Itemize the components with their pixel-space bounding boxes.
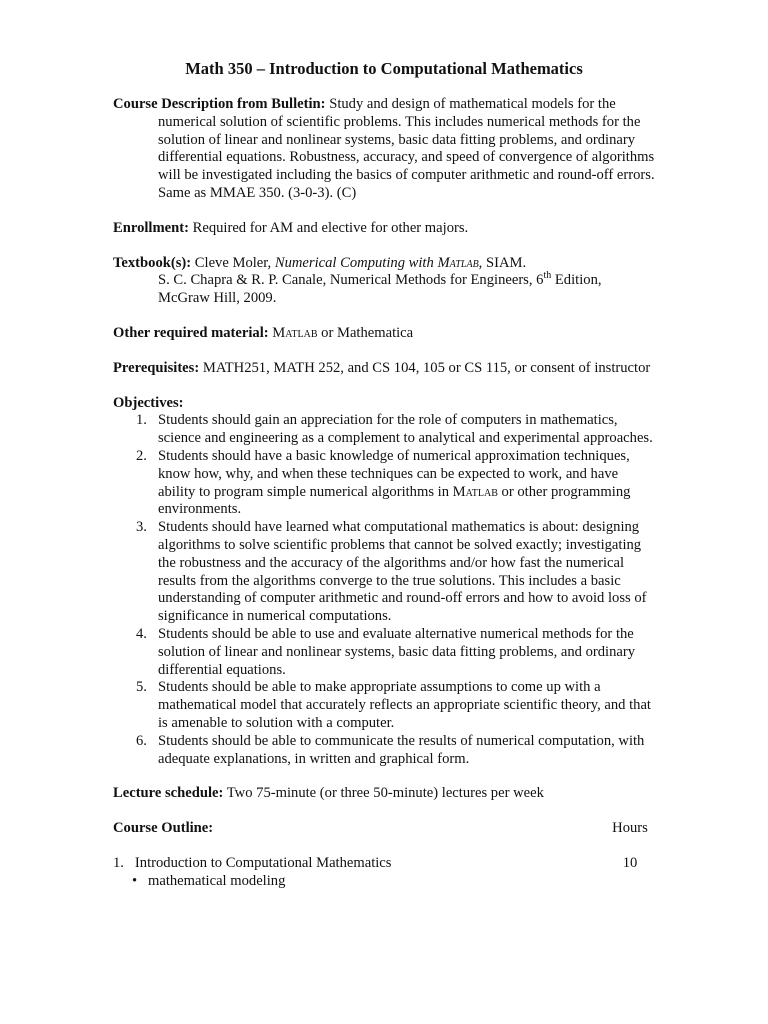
document-body xyxy=(113,96,658,890)
other-material xyxy=(113,325,658,343)
textbook-2-line2: McGraw Hill, 2009. xyxy=(158,290,277,307)
textbook-1-author: Cleve Moler, xyxy=(194,254,272,271)
course-outline-header xyxy=(113,820,658,838)
textbooks xyxy=(113,255,658,308)
prerequisites-label: Prerequisites: xyxy=(113,359,200,376)
lecture-schedule xyxy=(113,785,658,803)
outline-item-bullets xyxy=(113,873,658,891)
page-title: Math 350 – Introduction to Computational Mathematics xyxy=(185,59,583,78)
objective-item: 5. Students should be able to make appropriate assumptions to come up with a mathematical model that accurately reflects an appropriate scientific theory, and that is amenable to solution with a computer. xyxy=(136,679,651,731)
textbook-2-edition: Edition, xyxy=(554,272,602,289)
enrollment-label: Enrollment: xyxy=(113,219,189,236)
bullet-icon: • xyxy=(132,872,138,889)
textbook-2-sup: th xyxy=(543,270,552,282)
objective-item: 2. Students should have a basic knowledge of numerical approximation techniques, know how, why, and when these techniques can be expected to work, and have ability to program simple numerical algorithms in Matlab or other programming environments. xyxy=(136,447,631,518)
objective-item: 3. Students should have learned what computational mathematics is about: designing algorithms to solve scientific problems that cannot be solved exactly; investigating the robustness and the accuracy of the algorithms and/or how fast the numerical results from the algorithms converge to the true solutions. This includes a basic understanding of computer arithmetic and round-off errors and how to avoid loss of significance in numerical computations. xyxy=(136,519,647,625)
prerequisites-text: MATH251, MATH 252, and CS 104, 105 or CS 115, or consent of instructor xyxy=(202,359,651,376)
textbook-1 xyxy=(113,255,658,273)
objective-item: 4. Students should be able to use and evaluate alternative numerical methods for the solution of linear and nonlinear systems, basic data fitting problems, and ordinary differential equations. xyxy=(136,625,636,678)
course-outline-label: Course Outline: xyxy=(113,820,214,837)
course-outline-item xyxy=(113,855,658,891)
objectives xyxy=(113,395,658,769)
outline-item-hours: 10 xyxy=(622,854,638,871)
lecture-schedule-label: Lecture schedule: xyxy=(113,785,224,802)
textbook-1-publisher: , SIAM. xyxy=(478,254,527,271)
objective-item: 1. Students should gain an appreciation for the role of computers in mathematics, science and engineering as a complement to analytical and experimental approaches. xyxy=(136,412,653,447)
enrollment xyxy=(113,220,658,238)
textbooks-label: Textbook(s): xyxy=(113,254,192,271)
list-item: • mathematical modeling xyxy=(132,872,286,889)
objective-item: 6. Students should be able to communicate the results of numerical computation, with adequate explanations, in written and graphical form. xyxy=(136,732,645,767)
other-material-text: or Mathematica xyxy=(321,324,414,341)
course-description-label: Course Description from Bulletin: xyxy=(113,96,326,112)
textbook-2-line1: S. C. Chapra & R. P. Canale, Numerical Methods for Engineers, 6 xyxy=(158,272,544,289)
objectives-label: Objectives: xyxy=(113,394,184,411)
prerequisites xyxy=(113,360,658,378)
outline-item-title: 1. Introduction to Computational Mathematics xyxy=(113,854,392,871)
course-description xyxy=(113,96,658,203)
hours-header: Hours xyxy=(612,820,648,837)
course-description-text: numerical solution of scientific problems. This includes numerical methods for the solution of linear and nonlinear systems, basic data fitting problems, and ordinary differential equations. Robustness, accuracy, and speed of convergence of algorithms will be investigated including the basics of computer arithmetic and round-off errors. Same as MMAE 350. (3-0-3). (C) xyxy=(158,113,655,201)
enrollment-text: Required for AM and elective for other majors. xyxy=(192,219,469,236)
textbook-1-title: Numerical Computing with Matlab xyxy=(274,254,479,271)
lecture-schedule-text: Two 75-minute (or three 50-minute) lectures per week xyxy=(226,785,544,802)
course-description-first-line: Study and design of mathematical models for the xyxy=(329,96,616,112)
objectives-list xyxy=(113,412,658,768)
other-material-label: Other required material: xyxy=(113,324,269,341)
other-material-matlab: Matlab xyxy=(272,324,318,341)
textbook-2 xyxy=(113,272,658,290)
